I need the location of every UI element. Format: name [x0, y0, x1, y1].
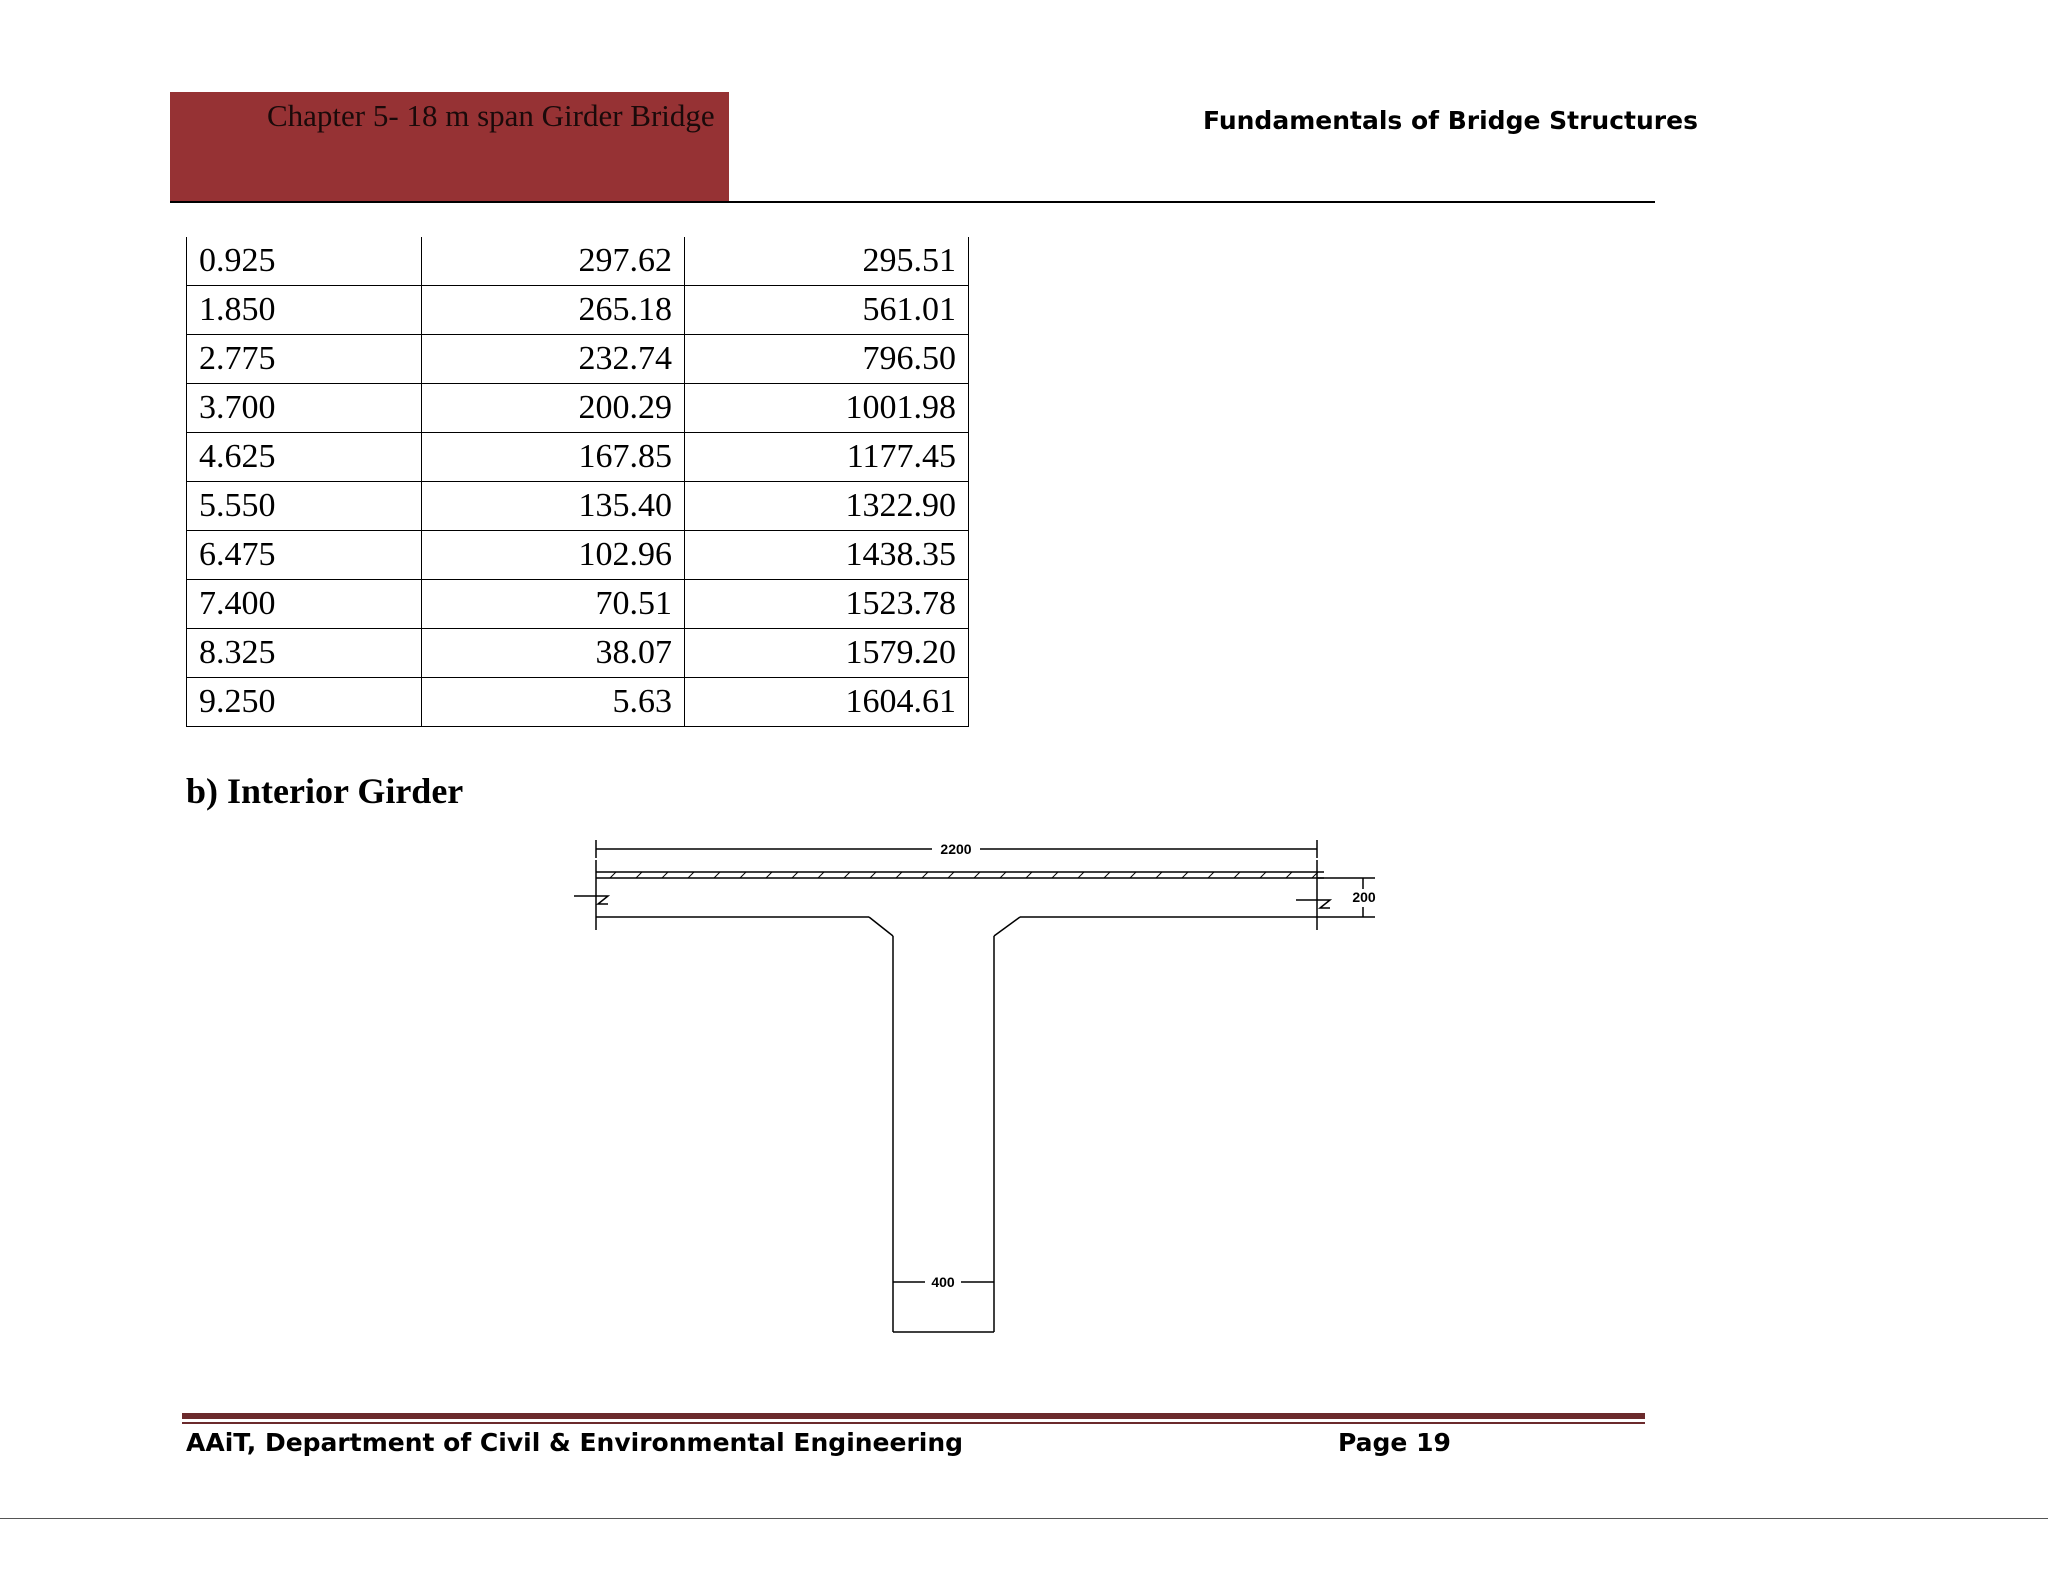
table-cell: 1523.78 — [685, 580, 969, 629]
hatch-tick — [1286, 872, 1292, 878]
hatch-tick — [1182, 872, 1188, 878]
table-cell: 5.550 — [187, 482, 422, 531]
table-cell: 167.85 — [422, 433, 685, 482]
table-cell: 1177.45 — [685, 433, 969, 482]
table-cell: 561.01 — [685, 286, 969, 335]
hatch-tick — [1078, 872, 1084, 878]
shear-moment-table — [186, 237, 969, 727]
hatch-tick — [1260, 872, 1266, 878]
hatch-tick — [974, 872, 980, 878]
hatch-tick — [1130, 872, 1136, 878]
table-cell: 135.40 — [422, 482, 685, 531]
flange-depth-label: 200 — [1352, 889, 1376, 905]
page-edge-line — [0, 1518, 2048, 1519]
flange-width-label: 2200 — [940, 841, 972, 857]
table-row — [187, 482, 969, 531]
table-cell: 1.850 — [187, 286, 422, 335]
table-cell: 0.925 — [187, 237, 422, 286]
table-cell: 2.775 — [187, 335, 422, 384]
deck-hatching — [610, 872, 1318, 878]
table-cell: 297.62 — [422, 237, 685, 286]
hatch-tick — [1234, 872, 1240, 878]
hatch-tick — [610, 872, 616, 878]
hatch-tick — [1000, 872, 1006, 878]
section-heading: b) Interior Girder — [186, 771, 464, 811]
table-row — [187, 286, 969, 335]
table-row — [187, 237, 969, 286]
hatch-tick — [1026, 872, 1032, 878]
table-cell: 5.63 — [422, 678, 685, 727]
table-row — [187, 629, 969, 678]
hatch-tick — [1104, 872, 1110, 878]
table-cell: 3.700 — [187, 384, 422, 433]
table-cell: 7.400 — [187, 580, 422, 629]
table-cell: 8.325 — [187, 629, 422, 678]
hatch-tick — [922, 872, 928, 878]
table-cell: 796.50 — [685, 335, 969, 384]
footer-divider-thin — [182, 1422, 1645, 1424]
hatch-tick — [1156, 872, 1162, 878]
web-width-label: 400 — [931, 1274, 955, 1290]
table-cell: 6.475 — [187, 531, 422, 580]
hatch-tick — [1208, 872, 1214, 878]
table-cell: 1001.98 — [685, 384, 969, 433]
table-cell: 70.51 — [422, 580, 685, 629]
table-row — [187, 335, 969, 384]
hatch-tick — [896, 872, 902, 878]
hatch-tick — [740, 872, 746, 878]
table-cell: 1438.35 — [685, 531, 969, 580]
t-girder-section-diagram — [560, 830, 1390, 1340]
table-cell: 1579.20 — [685, 629, 969, 678]
footer-divider — [182, 1413, 1645, 1419]
table-cell: 102.96 — [422, 531, 685, 580]
table-cell: 4.625 — [187, 433, 422, 482]
table-cell: 265.18 — [422, 286, 685, 335]
footer-department: AAiT, Department of Civil & Environmental Engineering — [186, 1428, 964, 1457]
table-row — [187, 384, 969, 433]
table-row — [187, 580, 969, 629]
table-body — [187, 237, 969, 727]
table-cell: 1604.61 — [685, 678, 969, 727]
right-break-symbol — [1296, 900, 1330, 908]
hatch-tick — [636, 872, 642, 878]
hatch-tick — [870, 872, 876, 878]
hatch-tick — [792, 872, 798, 878]
table-cell: 1322.90 — [685, 482, 969, 531]
hatch-tick — [818, 872, 824, 878]
hatch-tick — [766, 872, 772, 878]
table-cell: 200.29 — [422, 384, 685, 433]
book-title: Fundamentals of Bridge Structures — [1203, 106, 1698, 135]
table-row — [187, 678, 969, 727]
page-number: Page 19 — [1338, 1428, 1451, 1457]
chapter-title: Chapter 5- 18 m span Girder Bridge — [267, 98, 715, 133]
hatch-tick — [948, 872, 954, 878]
table-cell: 232.74 — [422, 335, 685, 384]
table-cell: 9.250 — [187, 678, 422, 727]
table-cell: 295.51 — [685, 237, 969, 286]
table-cell: 38.07 — [422, 629, 685, 678]
hatch-tick — [1052, 872, 1058, 878]
hatch-tick — [688, 872, 694, 878]
table-row — [187, 531, 969, 580]
table-row — [187, 433, 969, 482]
left-break-symbol — [574, 896, 608, 904]
hatch-tick — [844, 872, 850, 878]
hatch-tick — [662, 872, 668, 878]
header-divider — [170, 201, 1655, 203]
hatch-tick — [714, 872, 720, 878]
